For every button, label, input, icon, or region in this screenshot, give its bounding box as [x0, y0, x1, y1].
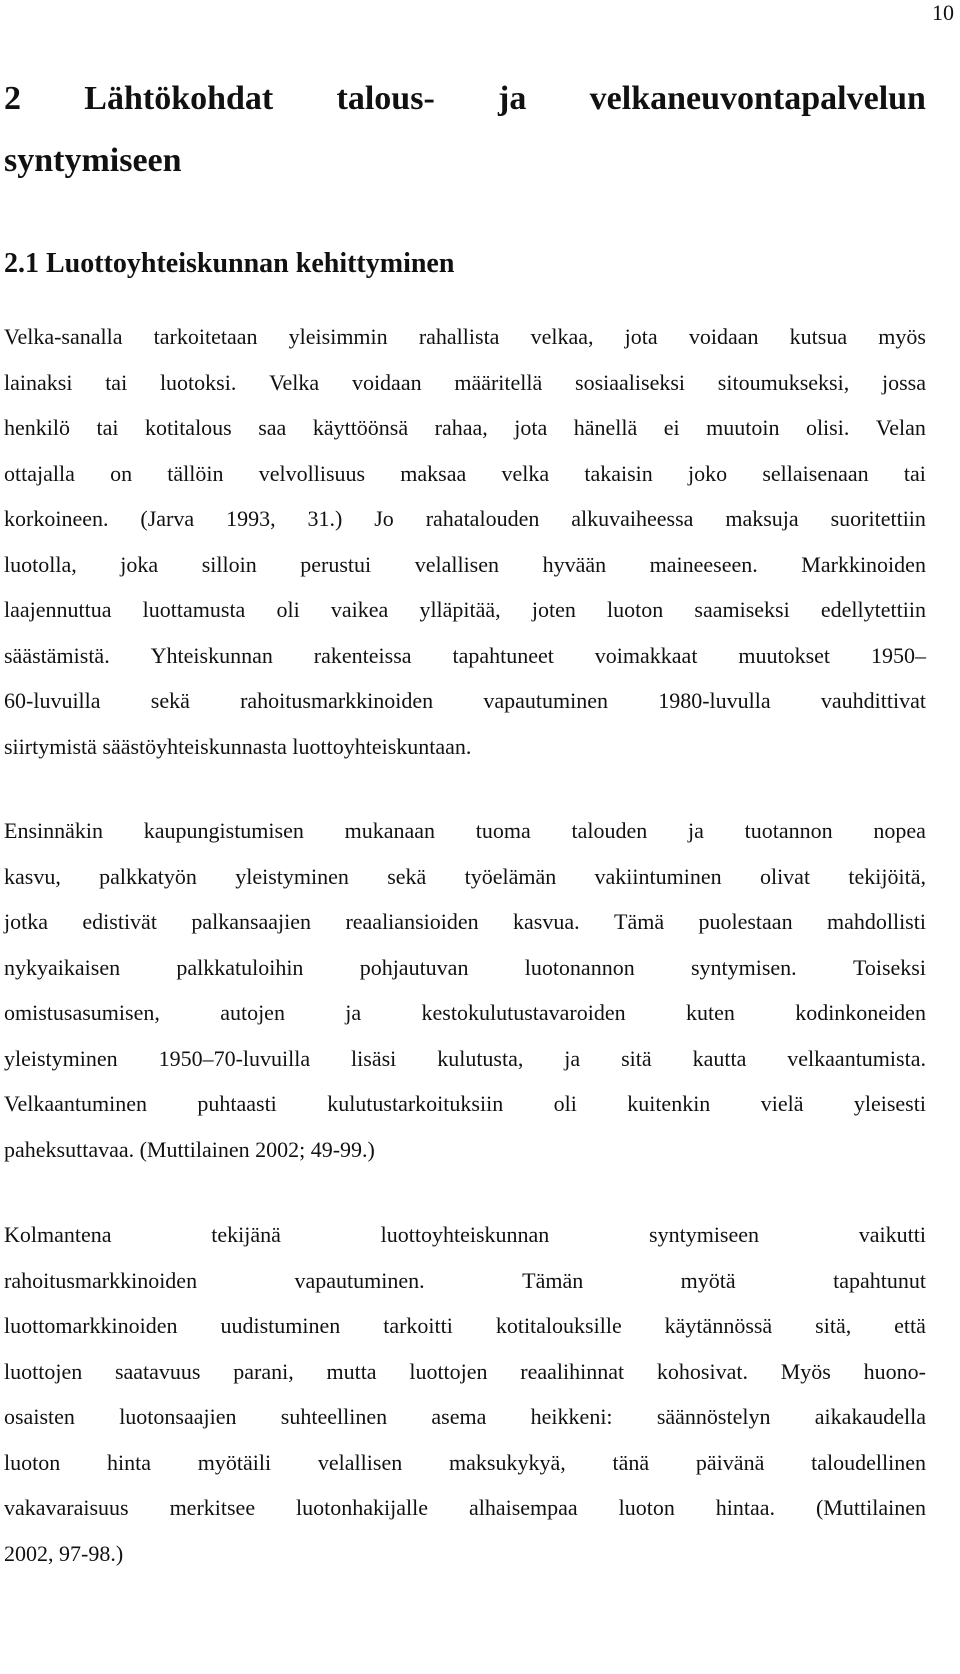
text-line: henkilö tai kotitalous saa käyttöönsä rahaa, jota hänellä ei muutoin olisi. Velan [4, 415, 926, 440]
text-line: luotolla, joka silloin perustui velallisen hyvään maineeseen. Markkinoiden [4, 551, 926, 577]
text-line: Ensinnäkin kaupungistumisen mukanaan tuoma talouden ja tuotannon nopea [4, 818, 926, 843]
text-line: Velka-sanalla tarkoitetaan yleisimmin rahallista velkaa, jota voidaan kutsua myös [4, 324, 926, 349]
text-line: kasvu, palkkatyön yleistyminen sekä työelämän vakiintuminen olivat tekijöitä, [4, 863, 926, 889]
paragraph [4, 1212, 926, 1576]
chapter-heading-word: ja [498, 80, 527, 117]
text-line: siirtymistä säästöyhteiskunnasta luottoyhteiskuntaan. [4, 733, 472, 759]
text-line: säästämistä. Yhteiskunnan rakenteissa tapahtuneet voimakkaat muutokset 1950– [4, 642, 926, 668]
text-line: osaisten luotonsaajien suhteellinen asema heikkeni: säännöstelyn aikakaudella [4, 1404, 926, 1429]
text-line: jotka edistivät palkansaajien reaaliansioiden kasvua. Tämä puolestaan mahdollisti [4, 909, 926, 934]
text-line: 2002, 97-98.) [4, 1540, 124, 1566]
chapter-heading [4, 68, 926, 192]
text-line: 60-luvuilla sekä rahoitusmarkkinoiden vapautuminen 1980-luvulla vauhdittivat [4, 688, 926, 713]
chapter-heading-line-1 [4, 68, 926, 130]
page-number: 10 [932, 0, 954, 25]
text-line: luoton hinta myötäili velallisen maksukykyä, tänä päivänä taloudellinen [4, 1449, 926, 1475]
paragraph [4, 314, 926, 769]
text-line: paheksuttavaa. (Muttilainen 2002; 49-99.) [4, 1136, 375, 1162]
text-line: korkoineen. (Jarva 1993, 31.) Jo rahatalouden alkuvaiheessa maksuja suoritettiin [4, 506, 926, 531]
paragraph [4, 808, 926, 1172]
section-heading: 2.1 Luottoyhteiskunnan kehittyminen [4, 248, 455, 279]
chapter-number: 2 [4, 80, 21, 117]
text-line: laajennuttua luottamusta oli vaikea ylläpitää, joten luoton saamiseksi edellytettiin [4, 597, 926, 622]
text-line: omistusasumisen, autojen ja kestokulutustavaroiden kuten kodinkoneiden [4, 1000, 926, 1025]
text-line: luottojen saatavuus parani, mutta luottojen reaalihinnat kohosivat. Myös huono- [4, 1358, 926, 1384]
text-line: yleistyminen 1950–70-luvuilla lisäsi kulutusta, ja sitä kautta velkaantumista. [4, 1045, 926, 1071]
chapter-heading-word: Lähtökohdat [84, 80, 274, 117]
chapter-heading-word: talous- [336, 80, 435, 117]
text-line: Kolmantena tekijänä luottoyhteiskunnan syntymiseen vaikutti [4, 1222, 926, 1247]
text-line: rahoitusmarkkinoiden vapautuminen. Tämän myötä tapahtunut [4, 1267, 926, 1293]
text-line: lainaksi tai luotoksi. Velka voidaan määritellä sosiaaliseksi sitoumukseksi, jossa [4, 369, 926, 395]
text-line: luottomarkkinoiden uudistuminen tarkoitti kotitalouksille käytännössä sitä, että [4, 1313, 926, 1338]
text-line: ottajalla on tällöin velvollisuus maksaa velka takaisin joko sellaisenaan tai [4, 460, 926, 486]
text-line: nykyaikaisen palkkatuloihin pohjautuvan luotonannon syntymisen. Toiseksi [4, 954, 926, 980]
chapter-heading-line-2: syntymiseen [4, 142, 182, 179]
chapter-heading-word: velkaneuvontapalvelun [589, 80, 926, 117]
text-line: vakavaraisuus merkitsee luotonhakijalle alhaisempaa luoton hintaa. (Muttilainen [4, 1495, 926, 1520]
text-line: Velkaantuminen puhtaasti kulutustarkoituksiin oli kuitenkin vielä yleisesti [4, 1091, 926, 1116]
